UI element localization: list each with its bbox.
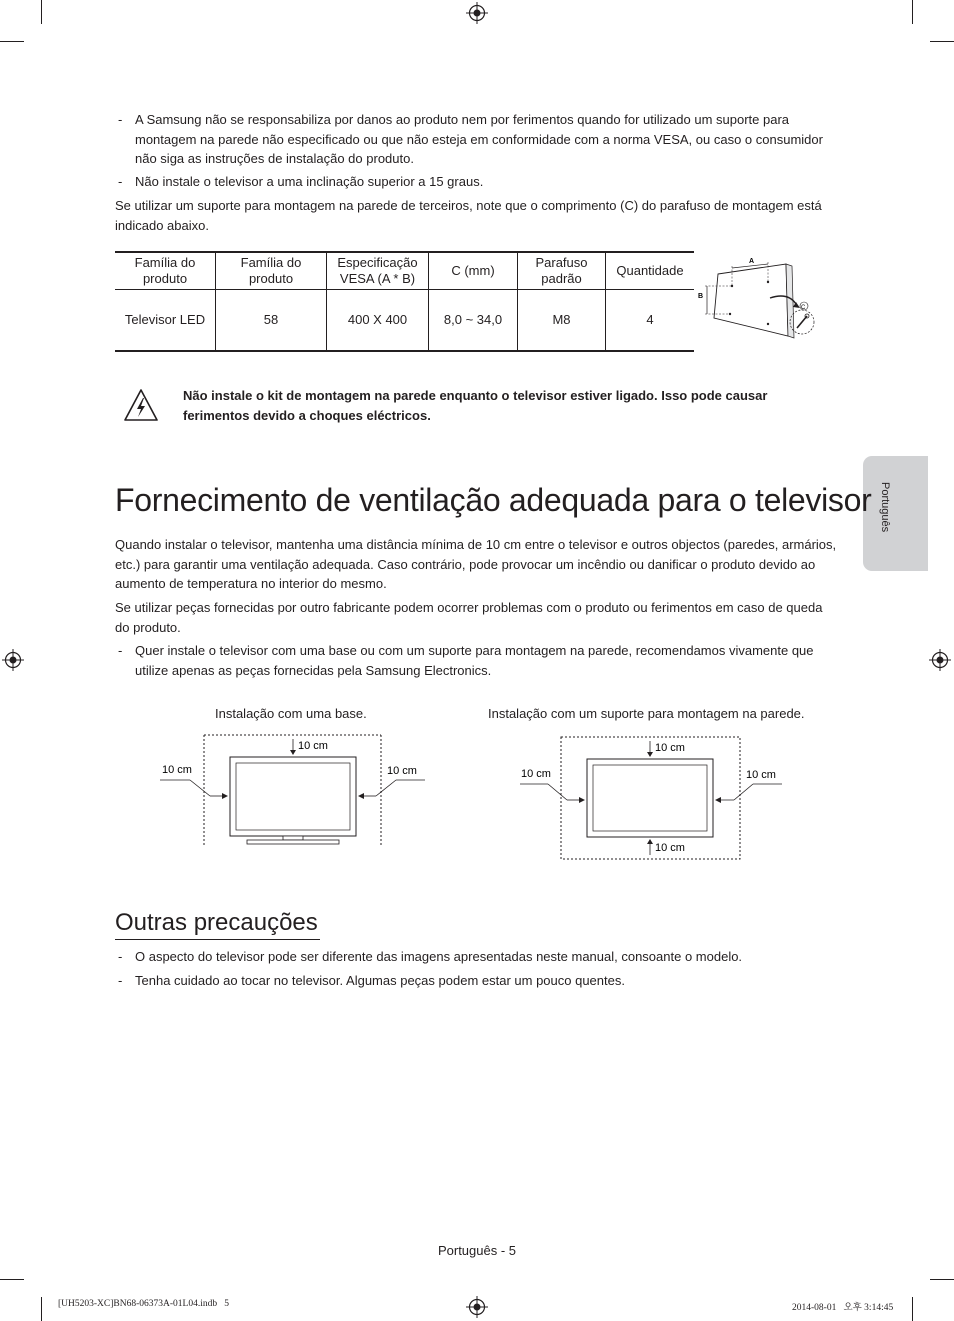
dimension-label-c: C — [801, 305, 806, 311]
list-item — [118, 110, 834, 169]
list-item — [118, 172, 834, 192]
bullet-text: Quer instale o televisor com uma base ou com um suporte para montagem na parede, recomendamos vivamente que utilize apenas as peças fornecidas pela Samsung Electronics. — [135, 643, 814, 678]
table-cell: Televisor LED — [124, 312, 206, 328]
vesa-mount-diagram — [696, 252, 822, 344]
print-slug-file: [UH5203-XC]BN68-06373A-01L04.indb 5 — [58, 1299, 229, 1309]
table-cell: 8,0 ~ 34,0 — [429, 289, 518, 351]
bullet-dash: - — [118, 949, 123, 964]
language-tab — [863, 456, 928, 571]
table-cell: M8 — [518, 289, 606, 351]
table-header-cell: Quantidade — [606, 252, 695, 289]
page-number: Português - 5 — [437, 1243, 517, 1258]
electric-shock-warning-icon — [123, 388, 159, 422]
table-cell: 400 X 400 — [327, 289, 429, 351]
crop-mark — [930, 41, 954, 42]
distance-label: 10 cm — [655, 842, 685, 854]
crop-mark — [912, 0, 913, 24]
stand-caption: Instalação com uma base. — [215, 706, 367, 721]
dimension-label-a: A — [749, 258, 755, 265]
registration-mark-icon — [466, 1296, 488, 1318]
dimension-label-b: B — [698, 293, 704, 300]
list-item — [118, 641, 834, 680]
page-title: Fornecimento de ventilação adequada para o televisor — [115, 482, 872, 518]
bullet-text: A Samsung não se responsabiliza por danos ao produto nem por ferimentos quando for utilizado um suporte para montagem na parede não especificado ou que não esteja em conformidade com a norma VESA, ou caso o consumidor não siga as instruções de instalação do produto. — [135, 112, 823, 166]
spec-table — [115, 251, 694, 352]
table-header-cell: Família do produto — [216, 252, 327, 289]
distance-label: 10 cm — [387, 765, 417, 777]
table-header-cell: Parafuso padrão — [518, 252, 606, 289]
paragraph: Quando instalar o televisor, mantenha uma distância mínima de 10 cm entre o televisor e outros objectos (paredes, armários, etc.) para garantir uma ventilação adequada. Caso contrário, pode provocar um incêndio ou danificar o produto devido ao aumento de temperatura no interior do mesmo. — [115, 537, 837, 591]
stand-installation-diagram — [160, 732, 425, 850]
section-title: Outras precauções — [115, 909, 318, 936]
third-party-note: Se utilizar um suporte para montagem na parede de terceiros, note que o comprimento (C) do parafuso de montagem está indicado abaixo. — [115, 198, 822, 233]
distance-label: 10 cm — [298, 740, 328, 752]
crop-mark — [0, 1279, 24, 1280]
table-header-row — [115, 252, 694, 289]
bullet-text: O aspecto do televisor pode ser diferente das imagens apresentadas neste manual, consoante o modelo. — [135, 949, 743, 964]
crop-mark — [41, 0, 42, 24]
registration-mark-icon — [466, 2, 488, 24]
table-header-cell: C (mm) — [429, 252, 518, 289]
warning-text: Não instale o kit de montagem na parede enquanto o televisor estiver ligado. Isso pode causar ferimentos devido a choques eléctricos. — [183, 388, 768, 423]
distance-label: 10 cm — [162, 764, 192, 776]
table-cell: 58 — [216, 289, 327, 351]
language-tab-label: Português — [879, 482, 891, 533]
bullet-dash: - — [118, 112, 123, 127]
distance-label: 10 cm — [521, 768, 551, 780]
paragraph: Se utilizar peças fornecidas por outro fabricante podem ocorrer problemas com o produto ou ferimentos em caso de queda do produto. — [115, 600, 823, 635]
bullet-dash: - — [118, 174, 123, 189]
bullet-text: Não instale o televisor a uma inclinação superior a 15 graus. — [135, 174, 484, 189]
crop-mark — [930, 1279, 954, 1280]
wall-mount-installation-diagram — [520, 734, 782, 862]
crop-mark — [0, 41, 24, 42]
table-header-cell: Especificação VESA (A * B) — [327, 252, 429, 289]
section-title-underline — [115, 939, 320, 940]
registration-mark-icon — [2, 649, 24, 671]
print-slug-date: 2014-08-01 오후 3:14:45 — [792, 1303, 894, 1313]
wall-caption: Instalação com um suporte para montagem na parede. — [488, 706, 805, 721]
distance-label: 10 cm — [746, 769, 776, 781]
list-item — [118, 947, 834, 967]
table-header-cell: Família do produto — [134, 254, 196, 286]
table-row — [115, 289, 694, 351]
bullet-dash: - — [118, 643, 123, 658]
crop-mark — [912, 1297, 913, 1321]
crop-mark — [41, 1297, 42, 1321]
table-cell: 4 — [606, 289, 695, 351]
bullet-text: Tenha cuidado ao tocar no televisor. Algumas peças podem estar um pouco quentes. — [135, 973, 625, 988]
list-item — [118, 971, 834, 991]
bullet-dash: - — [118, 973, 123, 988]
distance-label: 10 cm — [655, 742, 685, 754]
registration-mark-icon — [929, 649, 951, 671]
